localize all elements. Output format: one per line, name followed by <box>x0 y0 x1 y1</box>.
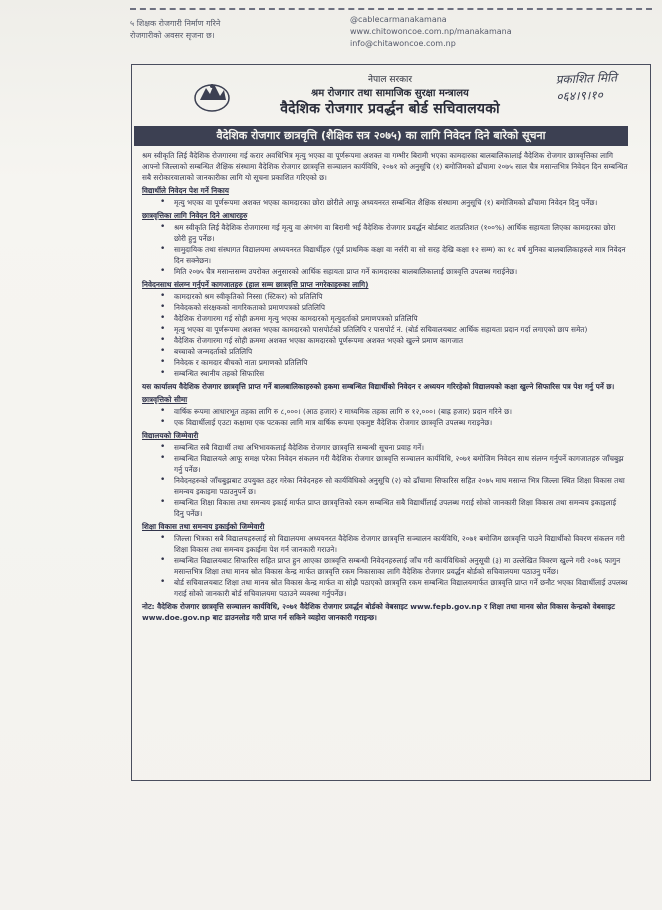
notice-title-banner: वैदेशिक रोजगार छात्रवृत्ति (शैक्षिक सत्र २०७५) का लागि निवेदन दिने बारेको सूचना <box>134 126 628 146</box>
list-item: • वैदेशिक रोजगारमा गई सोही क्रममा मृत्यु भएका कामदारको मृत्युदर्ताको प्रमाणपत्रको प्रतिलिपि <box>160 313 628 324</box>
notice-body <box>142 150 628 624</box>
section-heading: छात्रवृत्तिको सीमा <box>142 395 188 404</box>
list-item: • सम्बन्धित सबै विद्यार्थी तथा अभिभावकलाई वैदेशिक रोजगार छात्रवृत्ति सम्बन्धी सूचना प्रवाह गर्ने। <box>160 442 628 453</box>
list-item: • बच्चाको जन्मदर्ताको प्रतिलिपि <box>160 346 628 357</box>
list-item: • श्रम स्वीकृति लिई वैदेशिक रोजगारमा गई मृत्यु वा अंगभंग वा बिरामी भई वैदेशिक रोजगार प्रवर्द्धन बोर्डबाट शतप्रतिशत (१००%) आर्थिक सहायता लिएका कामदारका छोरा छोरी हुनु पर्नेछ। <box>160 222 628 244</box>
list-item: • वार्षिक रूपमा आधारभूत तहका लागि रु ८,०००। (आठ हजार) र माध्यमिक तहका लागि रु १२,०००। (बाह्र हजार) प्रदान गरिने छ। <box>160 406 628 417</box>
notice-header <box>230 72 550 118</box>
bullet-list <box>160 197 628 208</box>
list-item: • कामदारको श्रम स्वीकृतिको निस्सा (स्टिकर) को प्रतिलिपि <box>160 291 628 302</box>
bullet-list <box>160 222 628 277</box>
section-heading: शिक्षा विकास तथा समन्वय इकाईको जिम्मेवारी <box>142 522 265 531</box>
government-name: नेपाल सरकार <box>367 75 413 85</box>
list-item: • बोर्ड सचिवालयबाट शिक्षा तथा मानव स्रोत विकास केन्द्र मार्फत वा सोझै पठाएको छात्रवृत्ति रकम सम्बन्धित विद्यालयमार्फत छात्रवृत्ति प्राप्त गर्ने छनौट भएका विद्यार्थीलाई उपलब्ध गराई सोको जानकारी बोर्ड सचिवालयमा पठाउने व्यवस्था गर्नुपर्नेछ। <box>160 577 628 599</box>
list-item: • निवेदकको संरक्षकको नागरिकताको प्रमाणपत्रको प्रतिलिपि <box>160 302 628 313</box>
list-item: • निवेदक र कामदार बीचको नाता प्रमाणको प्रतिलिपि <box>160 357 628 368</box>
footer-note: नोट: वैदेशिक रोजगार छात्रवृत्ति सञ्चालन कार्यविधि, २०७१ वैदेशिक रोजगार प्रवर्द्धन बोर्डको वेबसाइट www.fepb.gov.np र शिक्षा तथा मानव स्रोत विकास केन्द्रको वेबसाइट www.doe.gov.np बाट डाउनलोड गरी प्राप्त गर्न सकिने व्यहोरा जानकारी गराइन्छ। <box>142 602 615 622</box>
handwritten-publish-date: प्रकाशित मिति ०६४।९।१० <box>555 70 618 104</box>
intro-paragraph: श्रम स्वीकृति लिई वैदेशिक रोजगारमा गई करार अवधिभित्र मृत्यु भएका वा पूर्णरूपमा अशक्त वा गम्भीर बिरामी भएका कामदारका बालबालिकालाई वैदेशिक रोजगार छात्रवृत्तिका लागि आफ्नो जिल्लाको सम्बन्धित शैक्षिक संस्थामा वैदेशिक रोजगार छात्रवृत्ति सञ्चालन कार्यविधि, २०७१ को अनुसूचि (१) बमोजिमको ढाँचामा २०७५ साल चैत्र मसान्तभित्र निवेदन दिन सम्बन्धित सबै सरोकारवालाको जानकारीका लागि यो सूचना प्रकाशित गरिएको छ। <box>142 151 628 182</box>
clipping-left-text: ५ शिक्षक रोजगारी निर्माण गरिने रोजगारीको अवसर सृजना छ। <box>130 19 221 40</box>
section-heading: विद्यालयको जिम्मेवारी <box>142 431 199 440</box>
bullet-list <box>160 442 628 519</box>
section-heading: निवेदनसाथ संलग्न गर्नुपर्ने कागजातहरु (हाल सम्म छात्रवृत्ति प्राप्त नगरेकाहरुका लागि) <box>142 280 369 289</box>
newspaper-clipping-strip <box>130 8 652 60</box>
list-item: • सम्बन्धित विद्यालयले आफू समक्ष परेका निवेदन संकलन गरी वैदेशिक रोजगार छात्रवृत्ति सञ्चालन कार्यविधि, २०७१ बमोजिम निवेदन साथ संलग्न गर्नुपर्ने कागजातहरु जाँचबुझ गर्नु पर्नेछ। <box>160 453 628 475</box>
list-item: • सम्बन्धित स्थानीय तहको सिफारिस <box>160 368 628 379</box>
list-item: • जिल्ला भित्रका सबै विद्यालयहरुलाई सो विद्यालयमा अध्ययनरत वैदेशिक रोजगार छात्रवृत्ति सञ्चालन कार्यविधि, २०७१ बमोजिम छात्रवृत्ति पाउने विद्यार्थीको विवरण संकलन गरी शिक्षा विकास तथा समन्वय इकाईमा पेश गर्न जानकारी गराउने। <box>160 533 628 555</box>
school-recommendation-note: यस कार्यालय वैदेशिक रोजगार छात्रवृत्ति प्राप्त गर्ने बालबालिकाहरुको हकमा सम्बन्धित विद्यार्थीको निवेदन र अध्ययन गरिरहेको विद्यालयको कक्षा खुल्ने सिफारिस पत्र पेश गर्नु पर्ने छ। <box>142 382 615 391</box>
list-item: • सम्बन्धित विद्यालयबाट सिफारिस सहित प्राप्त हुन आएका छात्रवृत्ति सम्बन्धी निवेदनहरुलाई जाँच गरी कार्यविधिको अनुसूची (३) मा उल्लेखित विवरण खुल्ने गरी २०७६ फागुन मसान्तभित्र शिक्षा तथा मानव स्रोत विकास केन्द्र मार्फत छात्रवृत्ति रकम निकासाका लागि वैदेशिक रोजगार प्रवर्द्धन बोर्डको सचिवालयमा पठाउनु पर्नेछ। <box>160 555 628 577</box>
list-item: • निवेदनहरुको जाँचबुझबाट उपयुक्त ठहर गरेका निवेदनहरु सो कार्यविधिको अनुसूचि (२) को ढाँचामा सिफारिस सहित २०७५ माघ मसान्त भित्र जिल्ला स्थित शिक्षा विकास तथा समन्वय इकाइमा पठाउनुपर्ने छ। <box>160 475 628 497</box>
list-item: • सम्बन्धित शिक्षा विकास तथा समन्वय इकाई मार्फत प्राप्त छात्रवृत्तिको रकम सम्बन्धित सबै विद्यार्थीलाई उपलब्ध गराई सोको जानकारी शिक्षा विकास तथा समन्वय इकाइलाई दिनु पर्नेछ। <box>160 497 628 519</box>
bullet-list <box>160 291 628 379</box>
list-item: • वैदेशिक रोजगारमा गई सोही क्रममा अशक्त भएका कामदारको पूर्णरूपमा अशक्त भएको खुल्ने प्रमाण कागजात <box>160 335 628 346</box>
list-item: • मृत्यु भएका वा पूर्णरूपमा अशक्त भएका कामदारका छोरा छोरीले आफू अध्ययनरत सम्बन्धित शैक्षिक संस्थामा अनुसूचि (१) बमोजिमको ढाँचामा निवेदन दिनु पर्नेछ। <box>160 197 628 208</box>
list-item: • एक विद्यार्थीलाई एउटा कक्षामा एक पटकका लागि मात्र वार्षिक रूपमा एकमुष्ट वैदेशिक रोजगार छात्रवृत्ति उपलब्ध गराइनेछ। <box>160 417 628 428</box>
bullet-list <box>160 533 628 599</box>
section-heading: छात्रवृत्तिका लागि निवेदन दिने आधारहरु <box>142 211 248 220</box>
bullet-list <box>160 406 628 428</box>
section-heading: विद्यार्थीले निवेदन पेश गर्ने निकाय <box>142 186 229 195</box>
government-emblem-icon <box>192 78 232 114</box>
list-item: • मिति २०७५ चैत्र मसान्तसम्म उपरोक्त अनुसारको आर्थिक सहायता प्राप्त गर्ने कामदारका बालबालिकालाई छात्रवृत्ति उपलब्ध गराईनेछ। <box>160 266 628 277</box>
list-item: • सामुदायिक तथा संस्थागत विद्यालयमा अध्ययनरत विद्यार्थीहरु (पूर्व प्राथमिक कक्षा वा नर्सरी वा सो सरह देखि कक्षा १२ सम्म) का १८ वर्ष मुनिका बालबालिकाहरुले मात्र निवेदन दिन सक्नेछन। <box>160 244 628 266</box>
secretariat-name: वैदेशिक रोजगार प्रवर्द्धन बोर्ड सचिवालयको <box>280 101 500 117</box>
list-item: • मृत्यु भएका वा पूर्णरूपमा अशक्त भएका कामदारको पासपोर्टको प्रतिलिपि र पासपोर्ट नं. (बोर्ड सचिवालयबाट आर्थिक सहायता प्रदान गर्दा लगाएको छाप समेत) <box>160 324 628 335</box>
ministry-name: श्रम रोजगार तथा सामाजिक सुरक्षा मन्त्रालय <box>311 88 469 99</box>
clipping-right-text: @cablecarmanakamana www.chitowoncoe.com.np/manakamana info@chitawoncoe.com.np <box>350 15 512 48</box>
